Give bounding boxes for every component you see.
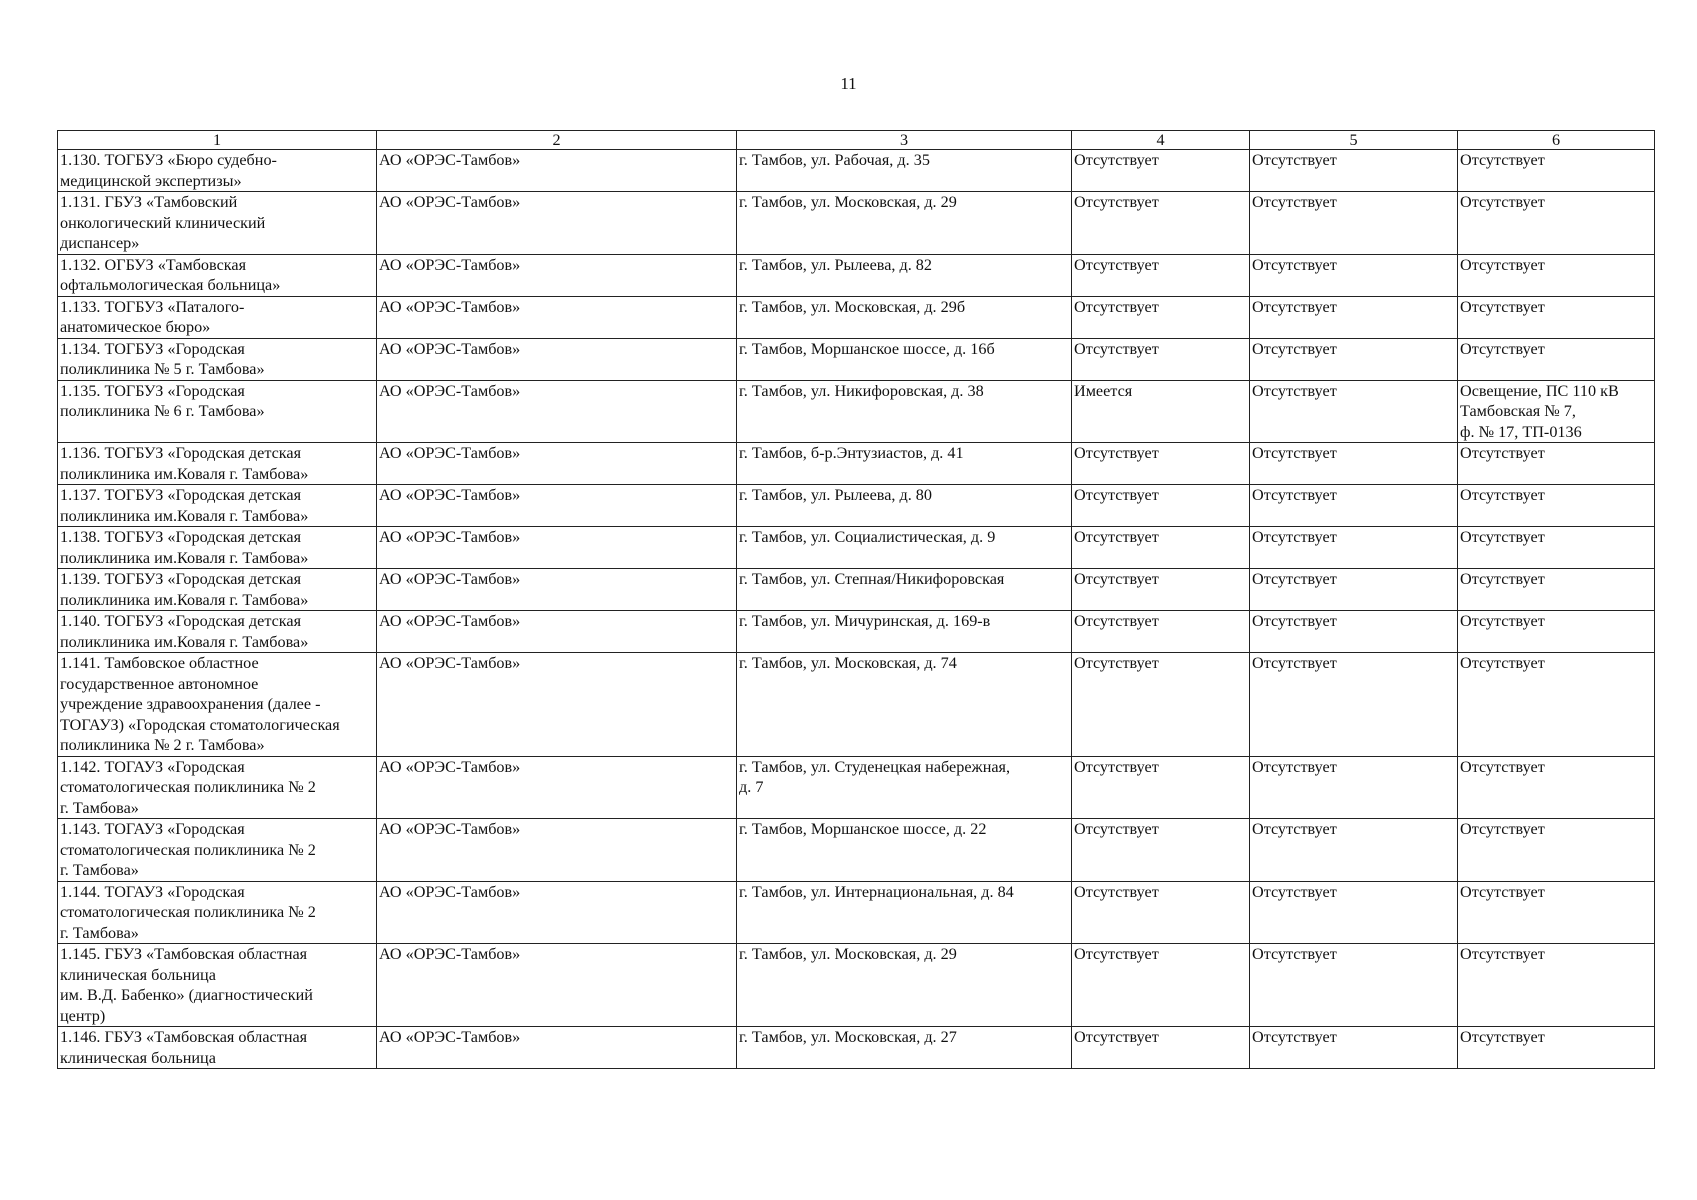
organization-cell — [377, 150, 737, 192]
column-5-cell — [1250, 653, 1458, 757]
column-5-cell — [1250, 819, 1458, 882]
column-header-2: 2 — [377, 131, 737, 150]
organization-cell-text: АО «ОРЭС-Тамбов» — [379, 945, 521, 963]
table-row — [58, 527, 1655, 569]
column-5-cell-text: Отсутствует — [1252, 151, 1337, 169]
column-5-cell — [1250, 338, 1458, 380]
column-6-cell-text: Отсутствует — [1460, 945, 1545, 963]
column-header-5: 5 — [1250, 131, 1458, 150]
column-5-cell — [1250, 254, 1458, 296]
column-5-cell-text: Отсутствует — [1252, 945, 1337, 963]
address-cell — [737, 653, 1072, 757]
facility-name-cell-text: 1.146. ГБУЗ «Тамбовская областная клиническая больница — [60, 1028, 308, 1067]
column-5-cell-text: Отсутствует — [1252, 528, 1337, 546]
facility-name-cell — [58, 1027, 377, 1069]
column-5-cell-text: Отсутствует — [1252, 612, 1337, 630]
organization-cell-text: АО «ОРЭС-Тамбов» — [379, 654, 521, 672]
facility-name-cell — [58, 254, 377, 296]
organization-cell-text: АО «ОРЭС-Тамбов» — [379, 820, 521, 838]
organization-cell-text: АО «ОРЭС-Тамбов» — [379, 297, 521, 316]
address-cell-text: г. Тамбов, ул. Степная/Никифоровская — [739, 570, 1005, 588]
organization-cell-text: АО «ОРЭС-Тамбов» — [379, 882, 521, 901]
facility-name-cell-text: 1.131. ГБУЗ «Тамбовский онкологический клинический диспансер» — [60, 193, 266, 252]
address-cell-text: г. Тамбов, ул. Студенецкая набережная, д. 7 — [739, 757, 1011, 796]
column-6-cell-text: Отсутствует — [1460, 486, 1545, 504]
column-5-cell-text: Отсутствует — [1252, 1028, 1337, 1046]
address-cell — [737, 254, 1072, 296]
column-5-cell-text: Отсутствует — [1252, 339, 1337, 358]
address-cell — [737, 150, 1072, 192]
column-6-cell-text: Отсутствует — [1460, 444, 1545, 462]
organization-cell — [377, 569, 737, 611]
table-row — [58, 819, 1655, 882]
address-cell-text: г. Тамбов, Моршанское шоссе, д. 22 — [739, 820, 987, 838]
column-6-cell — [1458, 380, 1655, 443]
column-4-cell-text: Отсутствует — [1074, 151, 1159, 169]
organization-cell — [377, 881, 737, 944]
column-5-cell — [1250, 192, 1458, 255]
column-6-cell — [1458, 944, 1655, 1027]
address-cell — [737, 296, 1072, 338]
column-6-cell — [1458, 569, 1655, 611]
column-5-cell-text: Отсутствует — [1252, 444, 1337, 462]
column-6-cell — [1458, 296, 1655, 338]
facility-name-cell — [58, 756, 377, 819]
organization-cell-text: АО «ОРЭС-Тамбов» — [379, 612, 521, 630]
data-table — [57, 130, 1655, 1069]
column-header-6: 6 — [1458, 131, 1655, 150]
column-5-cell-text: Отсутствует — [1252, 255, 1337, 274]
organization-cell — [377, 527, 737, 569]
column-5-cell-text: Отсутствует — [1252, 820, 1337, 838]
column-4-cell-text: Отсутствует — [1074, 757, 1159, 776]
facility-name-cell — [58, 569, 377, 611]
address-cell — [737, 756, 1072, 819]
column-4-cell-text: Отсутствует — [1074, 486, 1159, 504]
organization-cell-text: АО «ОРЭС-Тамбов» — [379, 1028, 521, 1046]
organization-cell-text: АО «ОРЭС-Тамбов» — [379, 486, 521, 504]
column-6-cell — [1458, 192, 1655, 255]
column-5-cell — [1250, 756, 1458, 819]
organization-cell — [377, 192, 737, 255]
column-4-cell-text: Имеется — [1074, 381, 1133, 400]
address-cell — [737, 819, 1072, 882]
organization-cell-text: АО «ОРЭС-Тамбов» — [379, 528, 521, 546]
facility-name-cell — [58, 819, 377, 882]
organization-cell — [377, 254, 737, 296]
address-cell — [737, 611, 1072, 653]
organization-cell-text: АО «ОРЭС-Тамбов» — [379, 255, 521, 274]
table-row — [58, 485, 1655, 527]
facility-name-cell-text: 1.134. ТОГБУЗ «Городская поликлиника № 5 г. Тамбова» — [60, 339, 265, 378]
column-5-cell-text: Отсутствует — [1252, 381, 1337, 400]
column-6-cell — [1458, 881, 1655, 944]
column-header-3: 3 — [737, 131, 1072, 150]
organization-cell — [377, 944, 737, 1027]
column-5-cell-text: Отсутствует — [1252, 757, 1337, 776]
table-row — [58, 150, 1655, 192]
column-5-cell — [1250, 881, 1458, 944]
column-5-cell-text: Отсутствует — [1252, 654, 1337, 672]
column-6-cell — [1458, 611, 1655, 653]
column-6-cell-text: Отсутствует — [1460, 757, 1545, 776]
address-cell-text: г. Тамбов, б-р.Энтузиастов, д. 41 — [739, 444, 964, 462]
address-cell — [737, 380, 1072, 443]
column-6-cell — [1458, 527, 1655, 569]
facility-name-cell-text: 1.136. ТОГБУЗ «Городская детская поликлиника им.Коваля г. Тамбова» — [60, 444, 309, 483]
page-number: 11 — [840, 74, 857, 93]
address-cell-text: г. Тамбов, ул. Мичуринская, д. 169-в — [739, 612, 991, 630]
table-row — [58, 944, 1655, 1027]
table-header — [58, 131, 1655, 150]
column-5-cell — [1250, 944, 1458, 1027]
facility-name-cell-text: 1.140. ТОГБУЗ «Городская детская поликлиника им.Коваля г. Тамбова» — [60, 612, 309, 651]
column-6-cell-text: Отсутствует — [1460, 528, 1545, 546]
column-6-cell-text: Отсутствует — [1460, 570, 1545, 588]
column-6-cell — [1458, 150, 1655, 192]
column-6-cell — [1458, 254, 1655, 296]
column-4-cell — [1072, 569, 1250, 611]
column-6-cell-text: Отсутствует — [1460, 151, 1545, 169]
table-row — [58, 296, 1655, 338]
facility-name-cell — [58, 150, 377, 192]
facility-name-cell-text: 1.144. ТОГАУЗ «Городская стоматологическая поликлиника № 2 г. Тамбова» — [60, 882, 316, 942]
column-4-cell — [1072, 296, 1250, 338]
column-6-cell — [1458, 819, 1655, 882]
table-body — [58, 150, 1655, 1069]
column-4-cell — [1072, 254, 1250, 296]
organization-cell-text: АО «ОРЭС-Тамбов» — [379, 193, 521, 211]
facility-name-cell — [58, 443, 377, 485]
address-cell-text: г. Тамбов, Моршанское шоссе, д. 16б — [739, 339, 995, 358]
column-4-cell-text: Отсутствует — [1074, 654, 1159, 672]
column-6-cell-text: Отсутствует — [1460, 882, 1545, 901]
facility-name-cell-text: 1.145. ГБУЗ «Тамбовская областная клиническая больница им. В.Д. Бабенко» (диагностический центр) — [60, 945, 313, 1025]
facility-name-cell — [58, 527, 377, 569]
column-4-cell — [1072, 527, 1250, 569]
column-5-cell-text: Отсутствует — [1252, 193, 1337, 211]
column-4-cell — [1072, 150, 1250, 192]
address-cell — [737, 443, 1072, 485]
address-cell-text: г. Тамбов, ул. Рылеева, д. 80 — [739, 486, 932, 504]
column-5-cell — [1250, 569, 1458, 611]
facility-name-cell-text: 1.141. Тамбовское областное государственное автономное учреждение здравоохранения (далее - ТОГАУЗ) «Городская стоматологическая поликлиника № 2 г. Тамбова» — [60, 654, 340, 754]
column-5-cell-text: Отсутствует — [1252, 570, 1337, 588]
column-5-cell — [1250, 611, 1458, 653]
address-cell-text: г. Тамбов, ул. Рылеева, д. 82 — [739, 255, 932, 274]
address-cell-text: г. Тамбов, ул. Московская, д. 29 — [739, 945, 957, 963]
facility-name-cell-text: 1.142. ТОГАУЗ «Городская стоматологическая поликлиника № 2 г. Тамбова» — [60, 757, 316, 817]
column-5-cell — [1250, 150, 1458, 192]
column-6-cell-text: Отсутствует — [1460, 654, 1545, 672]
column-5-cell-text: Отсутствует — [1252, 486, 1337, 504]
table-row — [58, 653, 1655, 757]
column-4-cell — [1072, 881, 1250, 944]
column-4-cell — [1072, 338, 1250, 380]
address-cell-text: г. Тамбов, ул. Московская, д. 29б — [739, 297, 966, 316]
organization-cell-text: АО «ОРЭС-Тамбов» — [379, 381, 521, 400]
table-row — [58, 338, 1655, 380]
facility-name-cell — [58, 653, 377, 757]
facility-name-cell — [58, 485, 377, 527]
facility-name-cell — [58, 338, 377, 380]
column-6-cell-text: Отсутствует — [1460, 255, 1545, 274]
facility-name-cell-text: 1.133. ТОГБУЗ «Паталого- анатомическое бюро» — [60, 297, 245, 336]
header-row — [58, 131, 1655, 150]
facility-name-cell — [58, 881, 377, 944]
column-4-cell-text: Отсутствует — [1074, 444, 1159, 462]
column-4-cell-text: Отсутствует — [1074, 945, 1159, 963]
facility-name-cell-text: 1.130. ТОГБУЗ «Бюро судебно- медицинской экспертизы» — [60, 151, 277, 190]
column-4-cell-text: Отсутствует — [1074, 820, 1159, 838]
table-row — [58, 569, 1655, 611]
column-4-cell-text: Отсутствует — [1074, 570, 1159, 588]
column-6-cell — [1458, 1027, 1655, 1069]
address-cell — [737, 527, 1072, 569]
address-cell-text: г. Тамбов, ул. Московская, д. 29 — [739, 193, 957, 211]
table-row — [58, 611, 1655, 653]
organization-cell — [377, 485, 737, 527]
column-4-cell — [1072, 1027, 1250, 1069]
column-5-cell — [1250, 380, 1458, 443]
table-row — [58, 443, 1655, 485]
organization-cell — [377, 1027, 737, 1069]
facility-name-cell-text: 1.143. ТОГАУЗ «Городская стоматологическая поликлиника № 2 г. Тамбова» — [60, 820, 316, 879]
table-row — [58, 192, 1655, 255]
address-cell — [737, 338, 1072, 380]
column-4-cell-text: Отсутствует — [1074, 612, 1159, 630]
address-cell — [737, 485, 1072, 527]
organization-cell-text: АО «ОРЭС-Тамбов» — [379, 151, 521, 169]
table-row — [58, 881, 1655, 944]
organization-cell — [377, 653, 737, 757]
organization-cell — [377, 296, 737, 338]
address-cell — [737, 192, 1072, 255]
organization-cell-text: АО «ОРЭС-Тамбов» — [379, 339, 521, 358]
facility-name-cell — [58, 380, 377, 443]
column-6-cell-text: Освещение, ПС 110 кВ Тамбовская № 7, ф. № 17, ТП-0136 — [1460, 381, 1619, 441]
column-4-cell-text: Отсутствует — [1074, 297, 1159, 316]
table-row — [58, 1027, 1655, 1069]
address-cell-text: г. Тамбов, ул. Московская, д. 74 — [739, 654, 957, 672]
column-6-cell — [1458, 653, 1655, 757]
column-4-cell — [1072, 944, 1250, 1027]
column-4-cell-text: Отсутствует — [1074, 193, 1159, 211]
column-4-cell — [1072, 611, 1250, 653]
table-row — [58, 254, 1655, 296]
column-header-1: 1 — [58, 131, 377, 150]
facility-name-cell-text: 1.138. ТОГБУЗ «Городская детская поликлиника им.Коваля г. Тамбова» — [60, 528, 309, 567]
facility-name-cell-text: 1.137. ТОГБУЗ «Городская детская поликлиника им.Коваля г. Тамбова» — [60, 486, 309, 525]
column-5-cell — [1250, 296, 1458, 338]
column-header-4: 4 — [1072, 131, 1250, 150]
column-4-cell — [1072, 653, 1250, 757]
column-4-cell — [1072, 756, 1250, 819]
facility-name-cell-text: 1.139. ТОГБУЗ «Городская детская поликлиника им.Коваля г. Тамбова» — [60, 570, 309, 609]
column-5-cell — [1250, 485, 1458, 527]
column-5-cell — [1250, 1027, 1458, 1069]
column-5-cell — [1250, 443, 1458, 485]
facility-name-cell-text: 1.132. ОГБУЗ «Тамбовская офтальмологическая больница» — [60, 255, 281, 294]
column-6-cell — [1458, 485, 1655, 527]
address-cell-text: г. Тамбов, ул. Рабочая, д. 35 — [739, 151, 930, 169]
column-5-cell-text: Отсутствует — [1252, 297, 1337, 316]
address-cell-text: г. Тамбов, ул. Социалистическая, д. 9 — [739, 528, 996, 546]
facility-name-cell — [58, 192, 377, 255]
column-6-cell-text: Отсутствует — [1460, 612, 1545, 630]
column-4-cell-text: Отсутствует — [1074, 255, 1159, 274]
address-cell — [737, 569, 1072, 611]
organization-cell-text: АО «ОРЭС-Тамбов» — [379, 757, 521, 776]
column-6-cell-text: Отсутствует — [1460, 820, 1545, 838]
facility-name-cell — [58, 296, 377, 338]
facility-name-cell — [58, 611, 377, 653]
address-cell — [737, 881, 1072, 944]
column-6-cell-text: Отсутствует — [1460, 193, 1545, 211]
address-cell-text: г. Тамбов, ул. Интернациональная, д. 84 — [739, 882, 1014, 901]
column-4-cell — [1072, 192, 1250, 255]
column-4-cell — [1072, 443, 1250, 485]
column-6-cell — [1458, 443, 1655, 485]
organization-cell — [377, 756, 737, 819]
facility-name-cell-text: 1.135. ТОГБУЗ «Городская поликлиника № 6 г. Тамбова» — [60, 381, 265, 420]
organization-cell — [377, 611, 737, 653]
address-cell — [737, 1027, 1072, 1069]
column-4-cell — [1072, 819, 1250, 882]
column-5-cell — [1250, 527, 1458, 569]
column-6-cell-text: Отсутствует — [1460, 339, 1545, 358]
column-6-cell-text: Отсутствует — [1460, 297, 1545, 316]
organization-cell-text: АО «ОРЭС-Тамбов» — [379, 570, 521, 588]
organization-cell — [377, 338, 737, 380]
column-6-cell — [1458, 756, 1655, 819]
address-cell-text: г. Тамбов, ул. Никифоровская, д. 38 — [739, 381, 984, 400]
column-4-cell-text: Отсутствует — [1074, 339, 1159, 358]
column-4-cell — [1072, 485, 1250, 527]
organization-cell-text: АО «ОРЭС-Тамбов» — [379, 444, 521, 462]
table-row — [58, 756, 1655, 819]
column-4-cell-text: Отсутствует — [1074, 528, 1159, 546]
column-5-cell-text: Отсутствует — [1252, 882, 1337, 901]
organization-cell — [377, 380, 737, 443]
organization-cell — [377, 819, 737, 882]
column-6-cell — [1458, 338, 1655, 380]
address-cell-text: г. Тамбов, ул. Московская, д. 27 — [739, 1028, 957, 1046]
address-cell — [737, 944, 1072, 1027]
column-4-cell-text: Отсутствует — [1074, 1028, 1159, 1046]
column-4-cell-text: Отсутствует — [1074, 882, 1159, 901]
column-4-cell — [1072, 380, 1250, 443]
table-row — [58, 380, 1655, 443]
column-6-cell-text: Отсутствует — [1460, 1028, 1545, 1046]
organization-cell — [377, 443, 737, 485]
facility-name-cell — [58, 944, 377, 1027]
